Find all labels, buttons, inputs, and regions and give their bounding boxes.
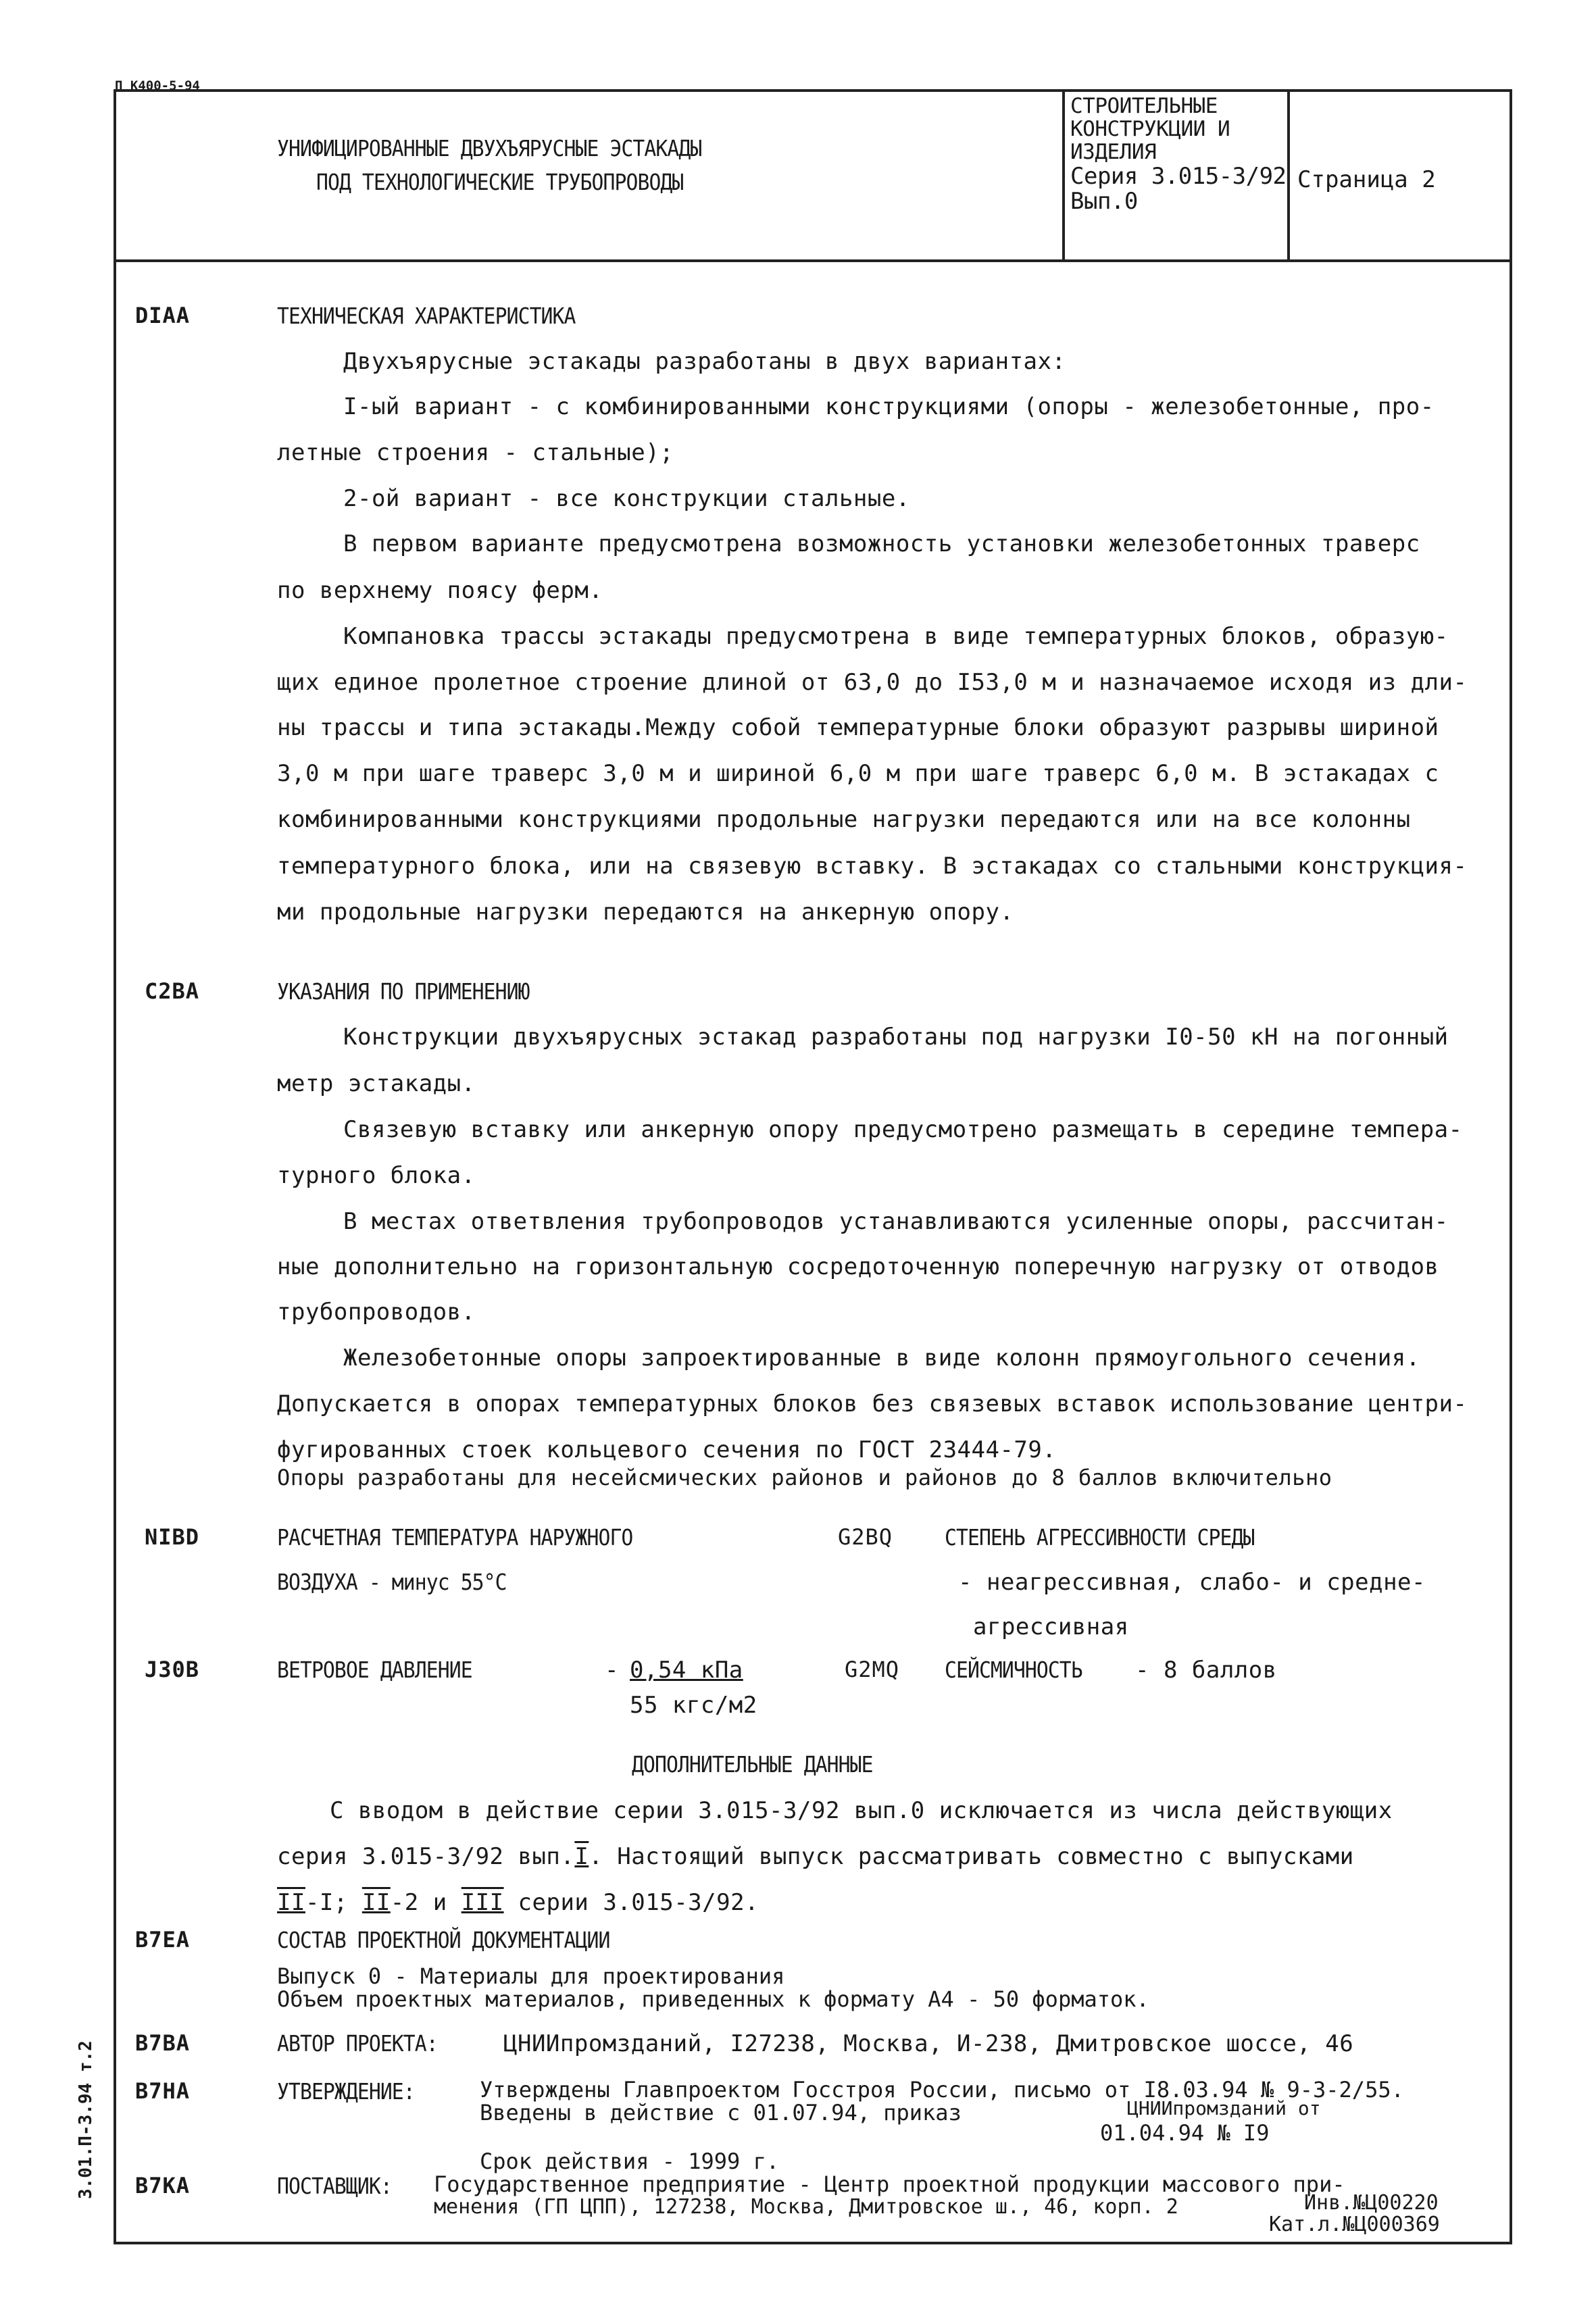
text-line: комбинированными конструкциями продольные нагрузки передаются или на все колонны — [277, 806, 1411, 833]
parameter-value: - 8 баллов — [1135, 1657, 1277, 1684]
category-line-1: СТРОИТЕЛЬНЫЕ — [1070, 94, 1218, 118]
field-value: менения (ГП ЦПП), 127238, Москва, Дмитровское ш., 46, корп. 2 — [434, 2195, 1178, 2219]
text-line: Опоры разработаны для несейсмических районов и районов до 8 баллов включительно — [277, 1465, 1332, 1490]
field-label: УТВЕРЖДЕНИЕ: — [277, 2078, 415, 2105]
header-divider — [114, 259, 1512, 262]
category-line-3: ИЗДЕЛИЯ — [1070, 140, 1157, 164]
text-line: В местах ответвления трубопроводов устанавливаются усиленные опоры, рассчитан- — [343, 1208, 1449, 1235]
text-line: Выпуск 0 - Материалы для проектирования — [277, 1963, 785, 1989]
text-line: ны трассы и типа эстакады.Между собой температурные блоки образуют разрывы шириной — [277, 714, 1439, 741]
text-line: Связевую вставку или анкерную опору предусмотрено размещать в середине темпера- — [343, 1116, 1463, 1143]
field-value: ЦНИИпромзданий, I27238, Москва, И-238, Дмитровское шоссе, 46 — [503, 2030, 1354, 2057]
section-heading: ТЕХНИЧЕСКАЯ ХАРАКТЕРИСТИКА — [277, 303, 576, 329]
text-line: В первом варианте предусмотрена возможность установки железобетонных траверс — [343, 530, 1420, 557]
section-code: DIAA — [135, 303, 191, 328]
parameter-dash: - — [605, 1657, 619, 1684]
section-heading: ДОПОЛНИТЕЛЬНЫЕ ДАННЫЕ — [632, 1751, 873, 1778]
parameter-value: 0,54 кПа — [630, 1657, 743, 1684]
text-line: фугированных стоек кольцевого сечения по ГОСТ 23444-79. — [277, 1436, 1057, 1463]
field-value: Государственное предприятие - Центр проектной продукции массового при- — [434, 2171, 1345, 2197]
parameter-value: агрессивная — [973, 1613, 1129, 1640]
text-line: Конструкции двухъярусных эстакад разработаны под нагрузки I0-50 кН на погонный — [343, 1024, 1449, 1051]
category-line-2: КОНСТРУКЦИИ И — [1070, 117, 1230, 141]
text-line: I-ый вариант - с комбинированными конструкциями (опоры - железобетонные, про- — [343, 393, 1435, 420]
text-line: по верхнему поясу ферм. — [277, 577, 603, 604]
text-line: трубопроводов. — [277, 1299, 476, 1326]
header-series-cell — [1070, 95, 1285, 213]
section-code: B7HA — [135, 2078, 191, 2104]
series-number: Серия 3.015-3/92 — [1070, 163, 1287, 190]
section-heading: УКАЗАНИЯ ПО ПРИМЕНЕНИЮ — [277, 978, 530, 1005]
catalog-number: Кат.л.№Ц000369 — [1269, 2213, 1440, 2236]
field-label: АВТОР ПРОЕКТА: — [277, 2030, 438, 2057]
page-number: Страница 2 — [1297, 166, 1436, 193]
parameter-code: G2MQ — [845, 1657, 900, 1682]
text-line: турного блока. — [277, 1162, 476, 1189]
text-line: Двухъярусные эстакады разработаны в двух вариантах: — [343, 348, 1066, 375]
section-heading: СОСТАВ ПРОЕКТНОЙ ДОКУМЕНТАЦИИ — [277, 1927, 610, 1953]
text-line: температурного блока, или на связевую вставку. В эстакадах со стальными конструкция- — [277, 853, 1468, 880]
header-column-divider — [1287, 89, 1290, 261]
header-column-divider — [1062, 89, 1065, 261]
section-code: C2BA — [145, 978, 200, 1004]
text-line: ми продольные нагрузки передаются на анкерную опору. — [277, 899, 1014, 926]
field-value: ЦНИИпромзданий от — [1127, 2097, 1321, 2119]
field-value: 01.04.94 № I9 — [1100, 2120, 1270, 2146]
parameter-label: СЕЙСМИЧНОСТЬ — [945, 1657, 1082, 1683]
field-value: Утверждены Главпроектом Госстроя России, письмо от I8.03.94 № 9-3-2/55. — [480, 2077, 1404, 2103]
text-line: Компановка трассы эстакады предусмотрена в виде температурных блоков, образую- — [343, 623, 1449, 650]
parameter-code: J30B — [145, 1657, 200, 1682]
parameter-value: - неагрессивная, слабо- и средне- — [958, 1569, 1426, 1596]
text-line: Железобетонные опоры запроектированные в виде колонн прямоугольного сечения. — [343, 1344, 1420, 1372]
section-code: B7EA — [135, 1927, 191, 1953]
inventory-number: Инв.№Ц00220 — [1304, 2191, 1439, 2215]
parameter-value: 55 кгс/м2 — [630, 1692, 757, 1719]
text-line: Объем проектных материалов, приведенных к формату А4 - 50 форматок. — [277, 1986, 1149, 2012]
title-line-1: УНИФИЦИРОВАННЫЕ ДВУХЪЯРУСНЫЕ ЭСТАКАДЫ — [277, 135, 702, 161]
field-value: Введены в действие с 01.07.94, приказ — [480, 2100, 962, 2126]
text-line: щих единое пролетное строение длиной от 63,0 до I53,0 м и назначаемое исходя из дли- — [277, 669, 1468, 696]
title-line-2: ПОД ТЕХНОЛОГИЧЕСКИЕ ТРУБОПРОВОДЫ — [316, 169, 684, 195]
issue-number: Вып.0 — [1070, 188, 1138, 215]
parameter-label: РАСЧЕТНАЯ ТЕМПЕРАТУРА НАРУЖНОГО — [277, 1524, 633, 1551]
parameter-code: G2BQ — [838, 1524, 893, 1550]
text-line: метр эстакады. — [277, 1070, 476, 1097]
text-line: Допускается в опорах температурных блоков без связевых вставок использование центри- — [277, 1390, 1468, 1417]
text-line: летные строения - стальные); — [277, 439, 674, 466]
text-line: 3,0 м при шаге траверс 3,0 м и шириной 6,0 м при шаге траверс 6,0 м. В эстакадах с — [277, 760, 1439, 787]
text-line: С вводом в действие серии 3.015-3/92 вып.0 исключается из числа действующих — [330, 1797, 1393, 1824]
text-line: II-I; II-2 и III серии 3.015-3/92. — [277, 1889, 759, 1916]
parameter-code: NIBD — [145, 1524, 200, 1550]
text-line: ные дополнительно на горизонтальную сосредоточенную поперечную нагрузку от отводов — [277, 1253, 1439, 1280]
text-line: 2-ой вариант - все конструкции стальные. — [343, 485, 910, 512]
section-code: B7KA — [135, 2173, 191, 2198]
parameter-label: СТЕПЕНЬ АГРЕССИВНОСТИ СРЕДЫ — [945, 1524, 1255, 1551]
parameter-value: ВОЗДУХА - минус 55°С — [277, 1569, 507, 1595]
field-label: ПОСТАВЩИК: — [277, 2173, 392, 2199]
document-code: П К400-5-94 — [115, 78, 200, 93]
side-stamp: 3.01.П-3.94 т.2 — [76, 2040, 96, 2199]
field-value: Срок действия - 1999 г. — [480, 2148, 780, 2174]
parameter-label: ВЕТРОВОЕ ДАВЛЕНИЕ — [277, 1657, 472, 1683]
text-line: серия 3.015-3/92 вып.I. Настоящий выпуск рассматривать совместно с выпусками — [277, 1843, 1354, 1870]
section-code: B7BA — [135, 2030, 191, 2056]
